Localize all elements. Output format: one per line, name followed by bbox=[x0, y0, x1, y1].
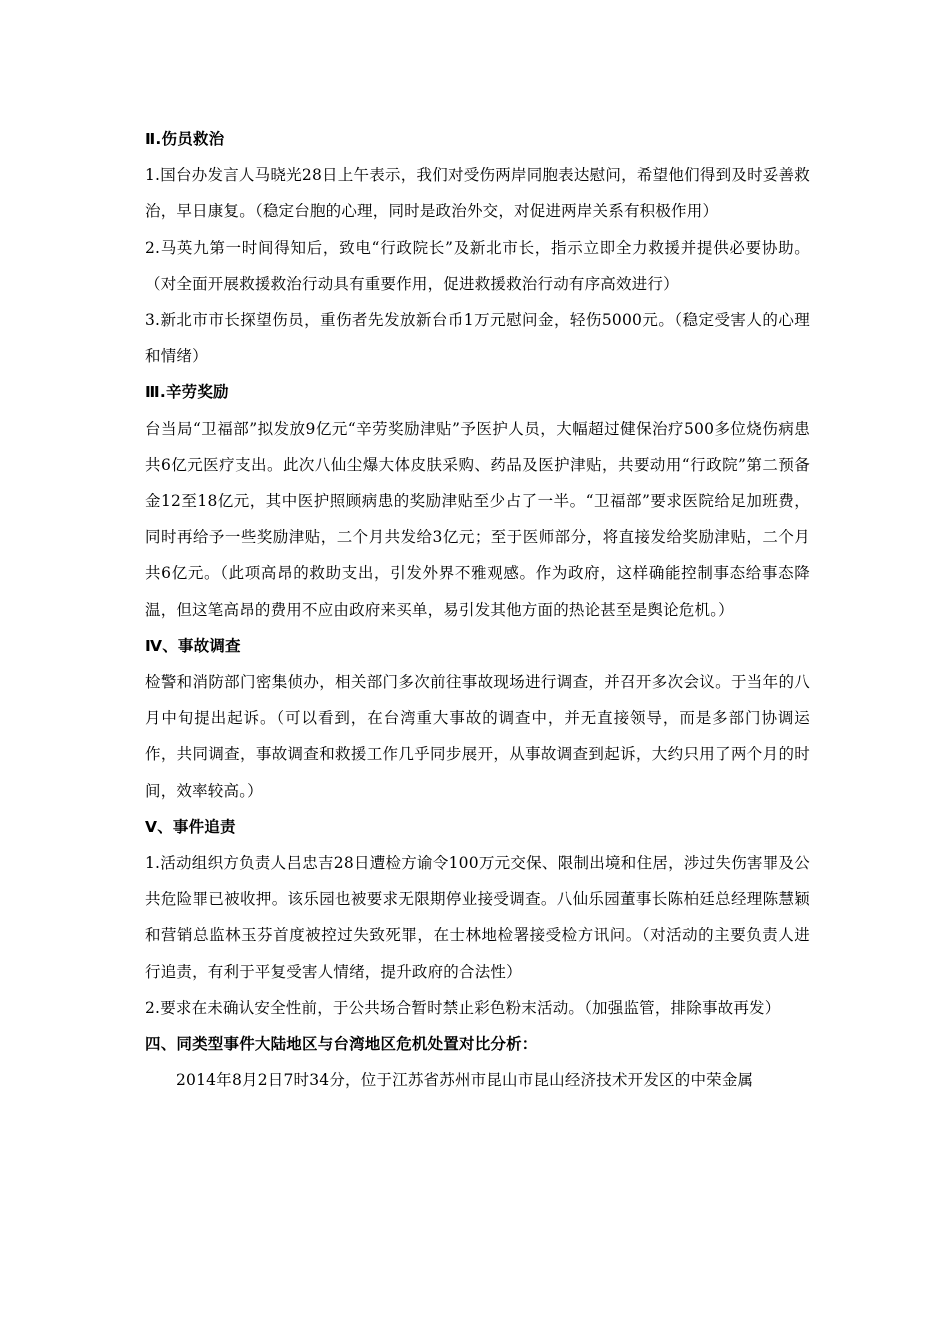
paragraph: 台当局“卫福部”拟发放9亿元“辛劳奖励津贴”予医护人员，大幅超过健保治疗500多位烧伤病患共6亿元医疗支出。此次八仙尘爆大体皮肤采购、药品及医护津贴，共要动用“行政院”第二预备金12至18亿元，其中医护照顾病患的奖励津贴至少占了一半。“卫福部”要求医院给足加班费，同时再给予一些奖励津贴，二个月共发给3亿元；至于医师部分，将直接发给奖励津贴，二个月共6亿元。（此项高昂的救助支出，引发外界不雅观感。作为政府，这样确能控制事态给事态降温，但这笔高昂的费用不应由政府来买单，易引发其他方面的热论甚至是舆论危机。） bbox=[145, 419, 810, 619]
paragraph: 检警和消防部门密集侦办，相关部门多次前往事故现场进行调查，并召开多次会议。于当年的八月中旬提出起诉。（可以看到，在台湾重大事故的调查中，并无直接领导，而是多部门协调运作，共同调查，事故调查和救援工作几乎同步展开，从事故调查到起诉，大约只用了两个月的时间，效率较高。） bbox=[145, 673, 810, 800]
paragraph: 1.活动组织方负责人吕忠吉28日遭检方谕令100万元交保、限制出境和住居，涉过失伤害罪及公共危险罪已被收押。该乐园也被要求无限期停业接受调查。八仙乐园董事长陈柏廷总经理陈慧颖和营销总监林玉芬首度被控过失致死罪，在士林地检署接受检方讯问。（对活动的主要负责人进行追责，有利于平复受害人情绪，提升政府的合法性） bbox=[145, 854, 810, 981]
paragraph: 3.新北市市长探望伤员，重伤者先发放新台币1万元慰问金，轻伤5000元。（稳定受害人的心理和情绪） bbox=[145, 311, 810, 366]
paragraph: 2014年8月2日7时34分，位于江苏省苏州市昆山市昆山经济技术开发区的中荣金属 bbox=[176, 1071, 754, 1090]
paragraph: 2.要求在未确认安全性前，于公共场合暂时禁止彩色粉末活动。（加强监管，排除事故再发） bbox=[145, 998, 781, 1017]
section-heading-accountability: Ⅴ、事件追责 bbox=[145, 817, 236, 836]
section-heading-accident-investigation: Ⅳ、事故调查 bbox=[145, 636, 241, 655]
paragraph: 2.马英九第一时间得知后，致电“行政院长”及新北市长，指示立即全力救援并提供必要协助。（对全面开展救援救治行动具有重要作用，促进救援救治行动有序高效进行） bbox=[145, 238, 810, 293]
section-heading-hardship-reward: Ⅲ.辛劳奖励 bbox=[145, 383, 229, 402]
paragraph: 1.国台办发言人马晓光28日上午表示，我们对受伤两岸同胞表达慰问，希望他们得到及时妥善救治，早日康复。（稳定台胞的心理，同时是政治外交，对促进两岸关系有积极作用） bbox=[145, 166, 810, 221]
section-heading-comparative-analysis: 四、同类型事件大陆地区与台湾地区危机处置对比分析： bbox=[145, 1035, 538, 1054]
section-heading-casualty-treatment: Ⅱ.伤员救治 bbox=[145, 130, 225, 148]
document-body bbox=[145, 121, 810, 1098]
